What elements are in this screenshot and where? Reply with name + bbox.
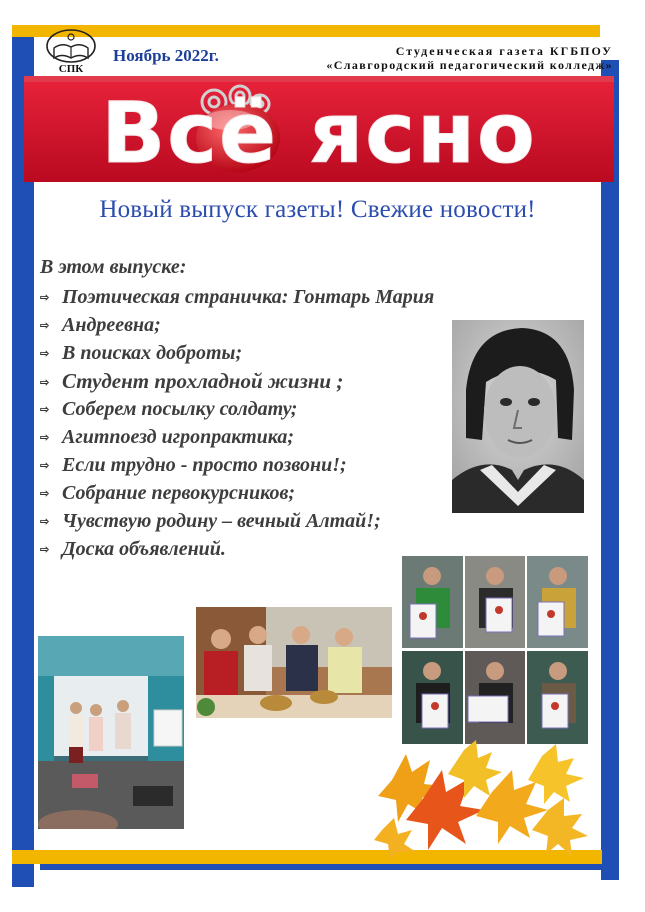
frame-right-bar: [601, 60, 619, 880]
contents-list: [40, 284, 434, 564]
contents-item: ⇨ Доска объявлений.: [40, 536, 434, 564]
contents-item: ⇨ Андреевна;: [40, 312, 434, 340]
contents-item: ⇨ Соберем посылку солдату;: [40, 396, 434, 424]
arrow-icon: ⇨: [40, 348, 50, 361]
contents-item: ⇨ Собрание первокурсников;: [40, 480, 434, 508]
contents-item: ⇨ Студент прохладной жизни ;: [40, 368, 434, 396]
award-photos-collage: [402, 556, 588, 744]
arrow-icon: ⇨: [40, 432, 50, 445]
arrow-icon: ⇨: [40, 488, 50, 501]
arrow-icon: ⇨: [40, 404, 50, 417]
contents-item: ⇨ Поэтическая страничка: Гонтарь Мария: [40, 284, 434, 312]
frame-top-bar: [40, 25, 600, 37]
arrow-icon: ⇨: [40, 292, 50, 305]
group-photo: [196, 607, 392, 718]
issue-date: Ноябрь 2022г.: [113, 46, 219, 65]
contents-item: ⇨ В поисках доброты;: [40, 340, 434, 368]
arrow-icon: ⇨: [40, 516, 50, 529]
contents-item: ⇨ Чувствую родину – вечный Алтай!;: [40, 508, 434, 536]
frame-bottom-stripe: [40, 864, 618, 870]
arrow-icon: ⇨: [40, 544, 50, 557]
masthead-banner: [24, 76, 614, 182]
college-logo: [40, 28, 102, 76]
masthead-title: Всё ясно: [101, 84, 537, 182]
autumn-leaves-decoration: [372, 740, 598, 858]
arrow-icon: ⇨: [40, 377, 50, 390]
logo-text: СПК: [58, 63, 84, 75]
contents-item: ⇨ Если трудно - просто позвони!;: [40, 452, 434, 480]
contents-heading: В этом выпуске:: [40, 256, 187, 278]
frame-corner: [12, 25, 40, 37]
portrait-photo: [452, 320, 584, 513]
stage-photo: [38, 636, 184, 829]
publisher-line: Студенческая газета КГБПОУ: [395, 44, 613, 58]
arrow-icon: ⇨: [40, 460, 50, 473]
college-name: «Славгородский педагогический колледж»: [326, 58, 613, 72]
issue-headline: Новый выпуск газеты! Свежие новости!: [99, 196, 536, 223]
contents-item: ⇨ Агитпоезд игропрактика;: [40, 424, 434, 452]
arrow-icon: ⇨: [40, 320, 50, 333]
